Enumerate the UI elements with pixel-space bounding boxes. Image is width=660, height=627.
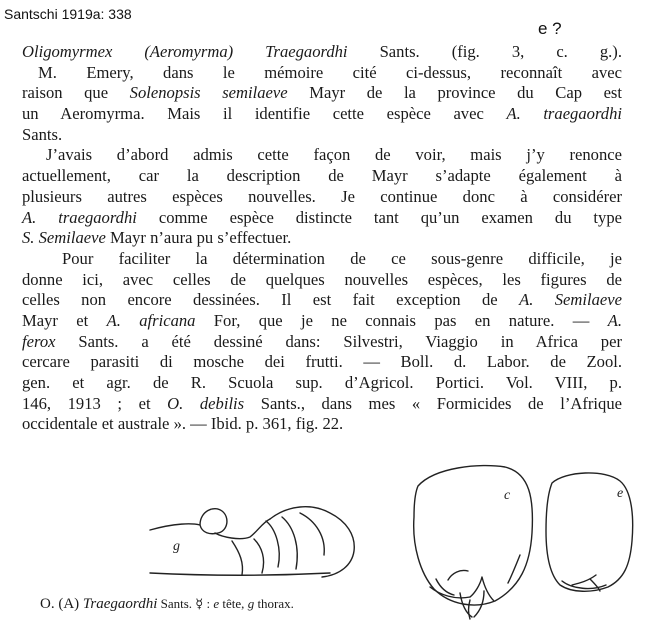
p1-line-1: M. Emery, dans le mémoire cité ci-dessus, reconnaît avec bbox=[38, 62, 622, 82]
text-run: Sants., dans mes « Formicides de l’Afrique bbox=[244, 393, 622, 413]
p3-line-6: cercare parasiti di mosche dei frutti. — Boll. d. Labor. de Zool. bbox=[22, 352, 622, 372]
p3-line-2: donne ici, avec celles de quelques nouvelles espèces, les figures de bbox=[22, 269, 622, 289]
head-drawing-c bbox=[414, 466, 533, 619]
source-reference: Santschi 1919a: 338 bbox=[4, 6, 132, 22]
p3-line-1: Pour faciliter la détermination de ce sous-genre difficile, je bbox=[62, 248, 622, 268]
text-run: Mayr n’aura pu s’effectuer. bbox=[105, 228, 292, 248]
p2-line-4 bbox=[22, 208, 622, 229]
label-e: e bbox=[617, 486, 624, 501]
p3-line-8 bbox=[22, 394, 622, 415]
label-g: g bbox=[173, 539, 180, 554]
taxon-name: A. bbox=[607, 310, 622, 330]
p1-line-2 bbox=[22, 83, 622, 104]
p3-line-9: occidentale et australe ». — Ibid. p. 361, fig. 22. bbox=[22, 414, 344, 434]
p3-line-3 bbox=[22, 290, 622, 311]
text-run: Mayr de la province du Cap est bbox=[287, 83, 623, 103]
taxon-name: Solenopsis semilaeve bbox=[129, 83, 288, 103]
handwritten-note: e ? bbox=[538, 19, 562, 38]
text-run: un Aeromyrma. Mais il identifie cette espèce avec bbox=[22, 104, 507, 124]
caption-species: Traegaordhi bbox=[82, 596, 158, 612]
p3-line-5 bbox=[22, 332, 622, 353]
genus-name: Oligomyrmex bbox=[22, 42, 113, 61]
caption-run: thorax. bbox=[254, 596, 294, 611]
taxon-name: A. traegaordhi bbox=[506, 104, 622, 124]
taxon-name: O. debilis bbox=[167, 393, 245, 413]
p2-line-2: actuellement, car la description de Mayr s’adapte également à bbox=[22, 166, 622, 186]
thorax-drawing bbox=[150, 507, 354, 577]
p1-line-3 bbox=[22, 104, 622, 125]
p2-line-3: plusieurs autres espèces nouvelles. Je continue donc à considérer bbox=[22, 186, 622, 206]
caption-run: Sants. ☿ : bbox=[157, 596, 214, 611]
label-c: c bbox=[504, 488, 511, 503]
caption-run: g bbox=[247, 596, 255, 611]
taxon-name: A. africana bbox=[106, 310, 196, 330]
text-run: comme espèce distincte tant qu’un examen du type bbox=[136, 207, 622, 227]
article-body bbox=[22, 42, 622, 435]
taxon-name: ferox bbox=[22, 331, 56, 351]
caption-run: tête, bbox=[219, 596, 248, 611]
caption-run: e bbox=[213, 596, 220, 611]
p3-line-7: gen. et agr. de R. Scuola sup. d’Agricol. Portici. Vol. VIII, p. bbox=[22, 373, 622, 392]
figure-caption bbox=[40, 596, 294, 613]
subgenus-name: (Aeromyrma) bbox=[144, 42, 234, 61]
p2-line-5 bbox=[22, 228, 622, 249]
text-run: For, que je ne connais pas en nature. — bbox=[195, 310, 608, 330]
heading-rest: Sants. (fig. 3, c. g.). bbox=[347, 42, 622, 61]
text-run: Sants. a été dessiné dans: Silvestri, Viaggio in Africa per bbox=[55, 331, 622, 351]
text-run: celles non encore dessinées. Il est fait exception de bbox=[22, 290, 520, 310]
text-run: Mayr et bbox=[22, 310, 107, 330]
species-name: Traegaordhi bbox=[265, 42, 348, 61]
taxon-name: A. traegaordhi bbox=[22, 207, 137, 227]
taxon-name: A. Semilaeve bbox=[519, 290, 622, 310]
p3-line-4 bbox=[22, 311, 622, 332]
p1-line-4: Sants. bbox=[22, 124, 63, 144]
p2-line-1: J’avais d’abord admis cette façon de voir, mais j’y renonce bbox=[46, 145, 622, 165]
caption-run: O. (A) bbox=[40, 596, 83, 612]
text-run: 146, 1913 ; et bbox=[22, 393, 168, 413]
species-heading bbox=[22, 42, 622, 63]
text-run: raison que bbox=[22, 83, 130, 103]
taxon-name: S. Semilaeve bbox=[22, 228, 106, 248]
